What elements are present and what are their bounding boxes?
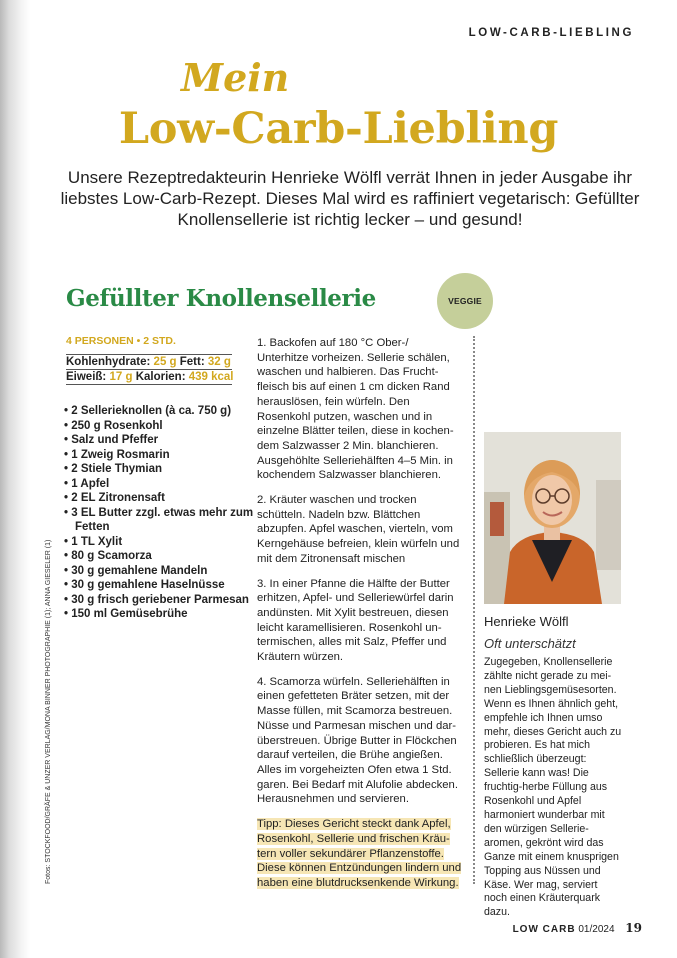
fat-value: 32 g xyxy=(207,356,231,368)
fat-label: Fett: xyxy=(179,356,205,368)
kcal-value: 439 kcal xyxy=(188,371,234,383)
author-portrait-illustration xyxy=(484,432,621,604)
recipe-steps xyxy=(257,336,463,901)
page-title-line1: Mein xyxy=(181,55,290,100)
ingredient-item: • 2 EL Zitronensaft xyxy=(64,491,254,506)
carbs-label: Kohlenhydrate: xyxy=(66,356,151,368)
page-number: 19 xyxy=(625,921,642,935)
recipe-meta: 4 PERSONEN • 2 STD. xyxy=(66,335,176,347)
protein-label: Eiweiß: xyxy=(66,371,107,383)
section-label: LOW-CARB-LIEBLING xyxy=(468,27,634,39)
ingredient-item: • 2 Stiele Thymian xyxy=(64,462,254,477)
nutrition-line-2 xyxy=(66,371,234,383)
ingredient-item: • 1 Apfel xyxy=(64,477,254,492)
author-subtitle: Oft unterschätzt xyxy=(484,636,576,651)
kcal-label: Kalorien: xyxy=(135,371,186,383)
ingredient-item: • 2 Sellerieknollen (à ca. 750 g) xyxy=(64,404,254,419)
ingredient-item: • 1 TL Xylit xyxy=(64,535,254,550)
page-footer xyxy=(513,921,642,935)
ingredient-item: • 1 Zweig Rosmarin xyxy=(64,448,254,463)
intro-text: Unsere Rezeptredakteurin Henrieke Wölfl verrät Ihnen in jeder Ausgabe ihr liebstes Low-Carb-Rezept. Dieses Mal wird es raffiniert vegetarisch: Gefüllter Knollensellerie ist richtig lecker – und gesund! xyxy=(60,168,640,229)
author-photo xyxy=(484,432,621,604)
page-title-line2: Low-Carb-Liebling xyxy=(118,104,559,154)
ingredient-item: • 80 g Scamorza xyxy=(64,549,254,564)
carbs-value: 25 g xyxy=(153,356,177,368)
ingredient-item: • Salz und Pfeffer xyxy=(64,433,254,448)
nutrition-divider xyxy=(66,384,232,385)
ingredient-item: • 3 EL Butter zzgl. etwas mehr zum Fetten xyxy=(64,506,254,535)
tip-box: Tipp: Dieses Gericht steckt dank Apfel, Rosenkohl, Sellerie und frischen Kräutern voller sekundärer Pflanzenstoffe. Diese können Entzündungen lindern und haben eine blutdrucksenkende Wirkung. xyxy=(257,818,462,889)
step-3: 3. In einer Pfanne die Hälfte der Butter erhitzen, Apfel- und Selleriewürfel darin andünsten. Mit Xylit bestreuen, diesen leicht karamellisieren. Rosenkohl untermischen, alles mit Salz, Pfeffer und Kräutern würzen. xyxy=(257,577,454,664)
recipe-title: Gefüllter Knollensellerie xyxy=(66,285,376,312)
nutrition-line-1 xyxy=(66,356,231,368)
ingredient-item: • 30 g frisch geriebener Parmesan xyxy=(64,593,254,608)
step-2: 2. Kräuter waschen und trocken schütteln. Nadeln bzw. Blättchen abzupfen. Apfel waschen, vierteln, vom Kerngehäuse befreien, klein würfeln und mit dem Zitronensaft mischen xyxy=(257,494,460,565)
author-name: Henrieke Wölfl xyxy=(484,614,569,629)
veggie-badge-label: VEGGIE xyxy=(448,296,482,306)
ingredient-item: • 150 ml Gemüsebrühe xyxy=(64,607,254,622)
nutrition-divider xyxy=(66,354,232,355)
ingredient-item: • 250 g Rosenkohl xyxy=(64,419,254,434)
veggie-badge xyxy=(437,273,493,329)
author-text: Zugegeben, Knollensellerie zählte nicht gerade zu meinen Lieblingsgemüsesorten. Wenn es Ihnen ähnlich geht, empfehle ich Ihnen umso mehr, dieses Gericht auch zu probieren. Es hat mich schließlich überzeugt: Sellerie kann was! Die fruchtig-herbe Füllung aus Rosenkohl und Apfel harmoniert wunderbar mit den würzigen Selleriearomen, gekrönt wird das Ganze mit einem knusprigen Topping aus Nüssen und Käse. Wer mag, serviert noch einen Kräuterquark dazu. xyxy=(484,656,622,919)
column-divider xyxy=(473,336,475,884)
nutrition-divider xyxy=(66,369,232,370)
step-1: 1. Backofen auf 180 °C Ober-/ Unterhitze vorheizen. Sellerie schälen, waschen und halbieren. Das Fruchtfleisch bis auf einen 1 cm dicken Rand herauslösen, fein würfeln. Den Rosenkohl putzen, waschen und in einzelne Blätter teilen, diese in kochendem Salzwasser 2 Min. blanchieren. Ausgehöhlte Selleriehälften 4–5 Min. in kochendem Salzwasser blanchieren. xyxy=(257,337,454,482)
photo-credit: Fotos: STOCKFOOD/GRÄFE & UNZER VERLAG/MONA BINNER PHOTOGRAPHIE (1); ANNA GIESELER (1) xyxy=(45,539,52,884)
ingredient-list xyxy=(64,404,254,622)
issue-number: 01/2024 xyxy=(578,924,615,935)
ingredient-item: • 30 g gemahlene Haselnüsse xyxy=(64,578,254,593)
step-4: 4. Scamorza würfeln. Selleriehälften in einen gefetteten Bräter setzen, mit der Masse füllen, mit Scamorza bestreuen. Nüsse und Parmesan mischen und darüberstreuen. Übrige Butter in Flöckchen darauf verteilen, die Brühe angießen. Alles im vorgeheizten Ofen etwa 1 Std. garen. Bei Bedarf mit Alufolie abdecken. Herausnehmen und servieren. xyxy=(257,675,458,806)
protein-value: 17 g xyxy=(109,371,133,383)
magazine-name: LOW CARB xyxy=(512,924,576,935)
ingredient-item: • 30 g gemahlene Mandeln xyxy=(64,564,254,579)
